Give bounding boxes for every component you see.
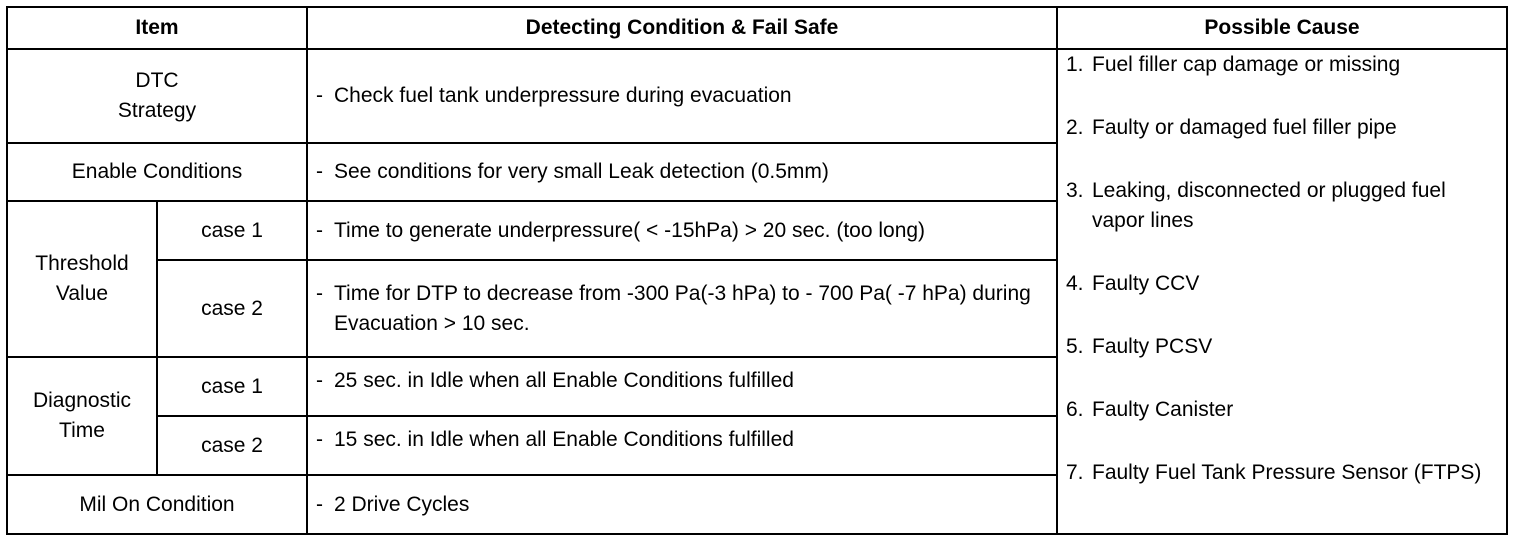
possible-cause-number: 6. (1066, 398, 1084, 421)
possible-cause-number: 2. (1066, 116, 1084, 139)
diagnostic-table (6, 6, 1508, 535)
item-dtc-strategy: DTC Strategy (7, 49, 307, 143)
possible-cause-text: Fuel filler cap damage or missing (1092, 53, 1401, 76)
header-condition: Detecting Condition & Fail Safe (307, 7, 1057, 49)
dash: - (316, 369, 323, 392)
possible-cause-text: Leaking, disconnected or plugged fuel vapor lines (1092, 179, 1446, 232)
possible-cause-item (1066, 50, 1498, 80)
threshold-case1-label: case 1 (157, 201, 307, 260)
possible-cause-text: Faulty Canister (1092, 398, 1234, 421)
possible-cause-number: 1. (1066, 53, 1084, 76)
threshold-case2-label: case 2 (157, 260, 307, 357)
possible-cause-item (1066, 113, 1498, 143)
header-row (7, 7, 1507, 49)
dash: - (316, 428, 323, 451)
possible-cause-item (1066, 395, 1498, 425)
header-cause: Possible Cause (1057, 7, 1507, 49)
possible-cause-text: Faulty PCSV (1092, 335, 1213, 358)
diagnostic-case2-condition: 15 sec. in Idle when all Enable Conditions fulfilled (334, 428, 794, 451)
diagnostic-case1-condition: 25 sec. in Idle when all Enable Conditions fulfilled (334, 369, 794, 392)
possible-cause-number: 4. (1066, 272, 1084, 295)
row-dtc-strategy (7, 49, 1507, 143)
dash: - (316, 492, 323, 516)
possible-cause-text: Faulty CCV (1092, 272, 1200, 295)
condition-mil-on: 2 Drive Cycles (334, 492, 470, 516)
possible-cause-cell (1057, 49, 1507, 534)
possible-cause-text: Faulty Fuel Tank Pressure Sensor (FTPS) (1092, 461, 1482, 484)
item-threshold-value: Threshold Value (7, 201, 157, 357)
possible-cause-item (1066, 458, 1498, 488)
possible-cause-item (1066, 332, 1498, 362)
possible-cause-item (1066, 176, 1498, 236)
possible-cause-number: 7. (1066, 461, 1084, 484)
header-item: Item (7, 7, 307, 49)
possible-cause-number: 5. (1066, 335, 1084, 358)
item-diagnostic-time: Diagnostic Time (7, 357, 157, 475)
diagnostic-case2-label: case 2 (157, 416, 307, 475)
possible-cause-number: 3. (1066, 179, 1084, 202)
item-mil-on: Mil On Condition (7, 475, 307, 534)
possible-cause-list (1066, 50, 1498, 488)
threshold-case1-condition: Time to generate underpressure( < -15hPa) > 20 sec. (too long) (334, 218, 926, 242)
condition-dtc-strategy: Check fuel tank underpressure during evacuation (334, 84, 792, 107)
dash: - (316, 281, 323, 305)
item-enable-conditions: Enable Conditions (7, 143, 307, 201)
dash: - (316, 160, 323, 183)
threshold-case2-condition: Time for DTP to decrease from -300 Pa(-3 hPa) to - 700 Pa( -7 hPa) during Evacuation > 10 sec. (334, 281, 1031, 335)
dash: - (316, 218, 323, 242)
dash: - (316, 84, 323, 107)
diagnostic-case1-label: case 1 (157, 357, 307, 416)
possible-cause-text: Faulty or damaged fuel filler pipe (1092, 116, 1397, 139)
possible-cause-item (1066, 269, 1498, 299)
condition-enable-conditions: See conditions for very small Leak detection (0.5mm) (334, 160, 829, 183)
